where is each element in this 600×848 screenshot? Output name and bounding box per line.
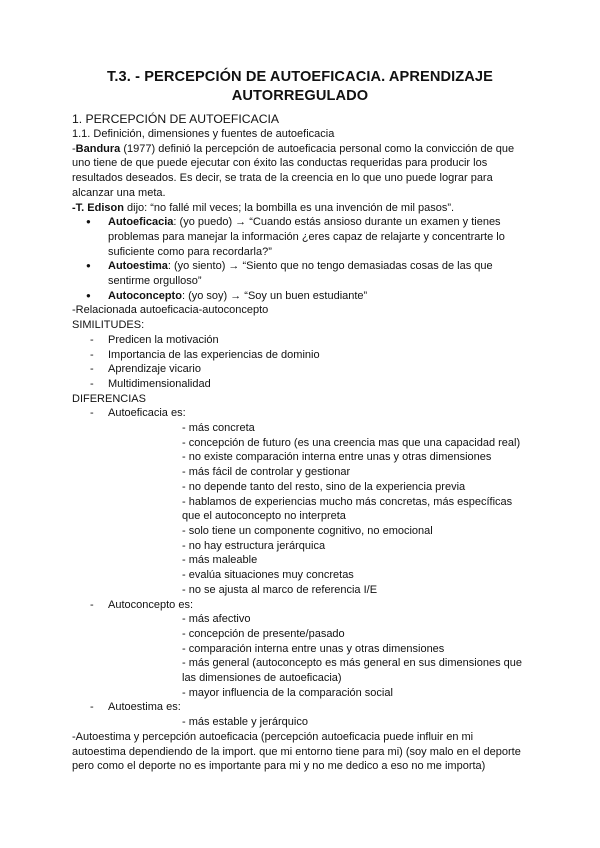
closing-paragraph: -Autoestima y percepción autoeficacia (percepción autoeficacia puede influir en mi autoestima dependiendo de la import. que mi entorno tiene para mi) (soy malo en el deporte pero como el deporte no es importante para mi y no me dedico a eso no me importa) <box>72 730 521 773</box>
list-item-text: Multidimensionalidad <box>108 377 211 390</box>
group-label: Autoeficacia es: <box>108 407 186 420</box>
bandura-paragraph <box>72 142 528 201</box>
list-item: - solo tiene un componente cognitivo, no emocional <box>182 524 433 537</box>
list-item <box>72 333 528 348</box>
list-item-text: Predicen la motivación <box>108 333 219 346</box>
list-item: - hablamos de experiencias mucho más concretas, más específicas que el autoconcepto no interpreta <box>182 495 513 523</box>
bandura-name: Bandura <box>75 142 121 155</box>
list-item: - más maleable <box>182 554 258 567</box>
list-item: - no hay estructura jerárquica <box>182 539 326 552</box>
list-item: - más fácil de controlar y gestionar <box>182 466 351 479</box>
dash-marker: - <box>90 598 94 611</box>
definition-text: : (yo soy) → “Soy un buen estudiante” <box>181 289 368 302</box>
list-item <box>72 348 528 363</box>
group-label: Autoconcepto es: <box>108 598 194 611</box>
list-item: - comparación interna entre unas y otras dimensiones <box>182 642 445 655</box>
bandura-text: (1977) definió la percepción de autoeficacia personal como la convicción de que uno tiene de que puede ejecutar con éxito las conductas requeridas para producir los resultados deseados. Es decir, se trata de la creencia en lo que uno puede lograr para alcanzar una meta. <box>72 142 515 199</box>
list-item: - concepción de presente/pasado <box>182 627 345 640</box>
definition-item <box>72 215 528 259</box>
document-page <box>72 68 528 774</box>
definition-text: : (yo puedo) → “Cuando estás ansioso durante un examen y tienes problemas para manejar la información ¿eres capaz de relajarte y concentrarte lo suficiente como para recordarla?” <box>108 216 505 258</box>
edison-text: dijo: “no fallé mil veces; la bombilla es una invención de mil pasos”. <box>123 201 455 214</box>
definition-term: Autoestima <box>108 260 168 273</box>
group-items <box>108 421 528 597</box>
diferencias-label: DIFERENCIAS <box>72 392 146 405</box>
diferencias-list <box>72 406 528 729</box>
dash-marker: - <box>90 701 94 714</box>
list-item: - más concreta <box>182 422 255 435</box>
relacionada-line: -Relacionada autoeficacia-autoconcepto <box>72 304 269 317</box>
similitudes-list <box>72 333 528 392</box>
dash-marker: - <box>90 348 94 361</box>
definitions-list <box>72 215 528 303</box>
list-item: - no se ajusta al marco de referencia I/E <box>182 583 378 596</box>
definition-term: Autoconcepto <box>108 289 182 302</box>
list-item: - no existe comparación interna entre unas y otras dimensiones <box>182 451 492 464</box>
similitudes-label: SIMILITUDES: <box>72 319 145 332</box>
group-autoeficacia <box>72 406 528 597</box>
definition-term: Autoeficacia <box>108 216 174 229</box>
subsection-heading: 1.1. Definición, dimensiones y fuentes de autoeficacia <box>72 128 335 140</box>
group-items <box>108 715 528 730</box>
list-item <box>72 362 528 377</box>
group-items <box>108 612 528 700</box>
list-item <box>72 377 528 392</box>
list-item: - más general (autoconcepto es más general en sus dimensiones que las dimensiones de autoeficacia) <box>182 657 522 685</box>
list-item: - más estable y jerárquico <box>182 716 308 729</box>
list-item-text: Aprendizaje vicario <box>108 363 201 376</box>
section-heading: 1. PERCEPCIÓN DE AUTOEFICACIA <box>72 112 280 126</box>
dash-marker: - <box>90 407 94 420</box>
list-item: - concepción de futuro (es una creencia mas que una capacidad real) <box>182 436 521 449</box>
dash-lead: - <box>72 142 76 155</box>
edison-paragraph <box>72 201 528 216</box>
group-label: Autoestima es: <box>108 701 181 714</box>
list-item: - evalúa situaciones muy concretas <box>182 569 354 582</box>
definition-item <box>72 289 528 304</box>
page-title: T.3. - PERCEPCIÓN DE AUTOEFICACIA. APRENDIZAJE AUTORREGULADO <box>107 69 493 104</box>
list-item: - más afectivo <box>182 613 251 626</box>
list-item-text: Importancia de las experiencias de dominio <box>108 348 320 361</box>
dash-marker: - <box>90 377 94 390</box>
dash-marker: - <box>90 333 94 346</box>
list-item: - mayor influencia de la comparación social <box>182 686 393 699</box>
group-autoconcepto <box>72 598 528 701</box>
list-item: - no depende tanto del resto, sino de la experiencia previa <box>182 480 466 493</box>
dash-marker: - <box>90 363 94 376</box>
group-autoestima <box>72 700 528 729</box>
edison-name: -T. Edison <box>72 201 124 214</box>
definition-text: : (yo siento) → “Siento que no tengo demasiadas cosas de las que sentirme orgulloso” <box>108 260 493 288</box>
definition-item <box>72 259 528 288</box>
